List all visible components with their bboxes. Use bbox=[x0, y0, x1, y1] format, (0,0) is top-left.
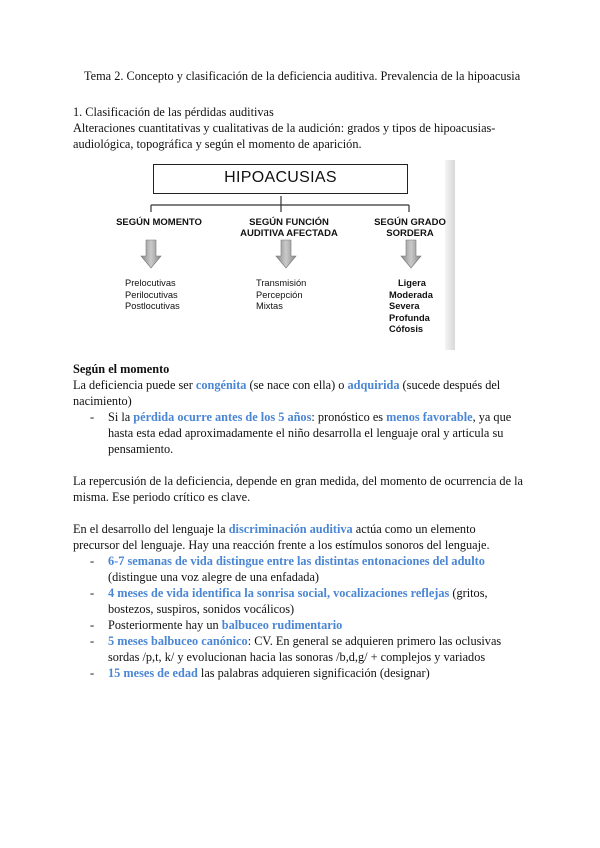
highlight-adquirida: adquirida bbox=[347, 378, 400, 392]
list-item: Cófosis bbox=[389, 324, 424, 334]
list-item: Percepción bbox=[256, 289, 303, 300]
arrow-funcion bbox=[276, 240, 296, 268]
list-item: Transmisión bbox=[256, 278, 307, 288]
list-item: Mixtas bbox=[256, 301, 283, 311]
funcion-items bbox=[256, 278, 306, 313]
hipoacusias-diagram bbox=[109, 160, 455, 350]
section-intro: Alteraciones cuantitativas y cualitativas de la audición: grados y tipos de hipoacusias-audiológica, topográfica y según el momento de aparición. bbox=[73, 121, 496, 151]
category-grado: SEGÚN GRADO SORDERA bbox=[374, 217, 446, 239]
arrow-momento bbox=[141, 240, 161, 268]
list-item: Profunda bbox=[389, 312, 430, 323]
category-funcion: SEGÚN FUNCIÓN AUDITIVA AFECTADA bbox=[240, 217, 338, 239]
list-item: Moderada bbox=[389, 289, 433, 300]
diagram-title: HIPOACUSIAS bbox=[224, 169, 337, 186]
momento-paragraph-3: En el desarrollo del lenguaje la discriminación auditiva actúa como un elemento precursor del lenguaje. Hay una reacción frente a los estímulos sonoros del lenguaje. bbox=[73, 522, 490, 552]
highlight-discriminacion: discriminación auditiva bbox=[228, 522, 353, 536]
list-item: Ligera bbox=[398, 278, 426, 288]
section-heading: 1. Clasificación de las pérdidas auditivas bbox=[73, 105, 274, 119]
momento-items bbox=[125, 278, 180, 313]
momento-paragraph-1: La deficiencia puede ser congénita (se nace con ella) o adquirida (sucede después del nacimiento) bbox=[73, 378, 501, 408]
highlight-perdida: pérdida ocurre antes de los 5 años bbox=[133, 410, 312, 424]
momento-paragraph-2: La repercusión de la deficiencia, depende en gran medida, del momento de ocurrencia de la misma. Ese periodo crítico es clave. bbox=[73, 474, 523, 504]
highlight-congenita: congénita bbox=[195, 378, 247, 392]
list-item: Severa bbox=[389, 301, 420, 311]
list-item: Postlocutivas bbox=[125, 301, 180, 311]
category-momento: SEGÚN MOMENTO bbox=[116, 217, 202, 228]
list-item: Perilocutivas bbox=[125, 289, 178, 300]
document-title: Tema 2. Concepto y clasificación de la deficiencia auditiva. Prevalencia de la hipoacusia bbox=[84, 69, 521, 83]
list-item: Prelocutivas bbox=[125, 278, 176, 288]
momento-heading: Según el momento bbox=[73, 362, 170, 376]
highlight-menos-favorable: menos favorable bbox=[386, 410, 473, 424]
arrow-grado bbox=[401, 240, 421, 268]
grado-items bbox=[389, 278, 433, 336]
